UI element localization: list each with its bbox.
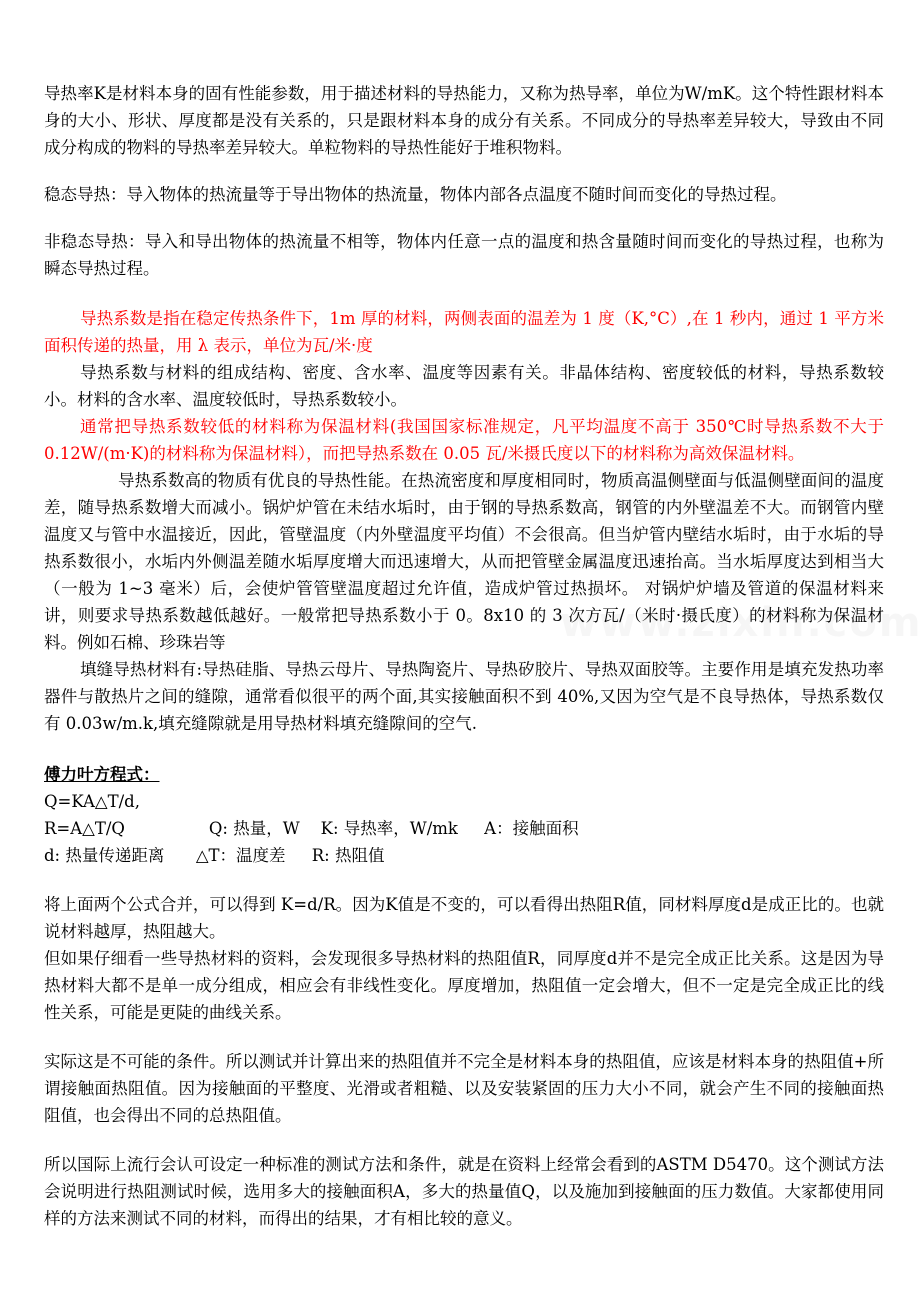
paragraph-influencing-factors: 导热系数与材料的组成结构、密度、含水率、温度等因素有关。非晶体结构、密度较低的材料，导热系数较小。材料的含水率、温度较低时，导热系数较小。 [44,363,884,409]
formula-q: Q=KA△T/d, [44,792,140,811]
paragraph-unsteady-conduction: 非稳态导热：导入和导出物体的热流量不相等，物体内任意一点的温度和热含量随时间而变化的导热过程，也称为瞬态导热过程。 [44,232,884,278]
watermark [560,600,920,646]
paragraph-combined-formula: 将上面两个公式合并，可以得到 K=d/R。因为K值是不变的，可以看得出热阻R值，同材料厚度d是成正比的。也就说材料越厚，热阻越大。 [44,895,884,941]
paragraph-boiler-scale: 导热系数高的物质有优良的导热性能。在热流密度和厚度相同时，物质高温侧壁面与低温侧壁面间的温度差，随导热系数增大而减小。锅炉炉管在未结水垢时，由于钢的导热系数高，钢管的内外壁温差不大。而钢管内壁温度又与管中水温接近，因此，管壁温度（内外壁温度平均值）不会很高。但当炉管内壁结水垢时，由于水垢的导热系数很小，水垢内外侧温差随水垢厚度增大而迅速增大，从而把管壁金属温度迅速抬高。当水垢厚度达到相当大（一般为 1~3 毫米）后，会使炉管管壁温度超过允许值，造成炉管过热损坏。 对锅炉炉墙及管道的保温材料来讲，则要求导热系数越低越好。一般常把导热系数小于 0。8x10 的 3 次方瓦/（米时·摄氏度）的材料称为保温材料。例如石棉、珍珠岩等 [44,471,884,652]
paragraph-astm-standard: 所以国际上流行会认可设定一种标准的测试方法和条件，就是在资料上经常会看到的ASTM D5470。这个测试方法会说明进行热阻测试时候，选用多大的接触面积A，多大的热量值Q，以及施加到接触面的压力数值。大家都使用同样的方法来测试不同的材料，而得出的结果，才有相比较的意义。 [44,1155,884,1228]
paragraph-contact-resistance: 实际这是不可能的条件。所以测试并计算出来的热阻值并不完全是材料本身的热阻值，应该是材料本身的热阻值+所谓接触面热阻值。因为接触面的平整度、光滑或者粗糙、以及安装紧固的压力大小不同，就会产生不同的接触面热阻值，也会得出不同的总热阻值。 [44,1052,884,1125]
paragraph-gap-filler: 填缝导热材料有:导热硅脂、导热云母片、导热陶瓷片、导热矽胶片、导热双面胶等。主要作用是填充发热功率器件与散热片之间的缝隙，通常看似很平的两个面,其实接触面积不到 40%,又因为空气是不良导热体，导热系数仅有 0.03w/m.k,填充缝隙就是用导热材料填充缝隙间的空气. [44,660,884,733]
section-heading-fourier: 傅力叶方程式： [44,765,160,784]
formula-legend: d: 热量传递距离 △T：温度差 R: 热阻值 [44,846,385,865]
formula-r: R=A△T/Q Q: 热量，W K: 导热率，W/mk A：接触面积 [44,819,579,838]
paragraph-steady-conduction: 稳态导热：导入物体的热流量等于导出物体的热流量，物体内部各点温度不随时间而变化的导热过程。 [44,185,787,204]
paragraph-insulation-standard: 通常把导热系数较低的材料称为保温材料(我国国家标准规定，凡平均温度不高于 350℃时导热系数不大于 0.12W/(m·K)的材料称为保温材料），而把导热系数在 0.05 瓦/米摄氏度以下的材料称为高效保温材料。 [44,417,884,463]
paragraph-nonlinear: 但如果仔细看一些导热材料的资料，会发现很多导热材料的热阻值R，同厚度d并不是完全成正比关系。这是因为导热材料大都不是单一成分组成，相应会有非线性变化。厚度增加，热阻值一定会增大，但不一定是完全成正比的线性关系，可能是更陡的曲线关系。 [44,949,884,1022]
paragraph-thermal-conductivity: 导热率K是材料本身的固有性能参数，用于描述材料的导热能力，又称为热导率，单位为W/mK。这个特性跟材料本身的大小、形状、厚度都是没有关系的，只是跟材料本身的成分有关系。不同成分的导热率差异较大，导致由不同成分构成的物料的导热率差异较大。单粒物料的导热性能好于堆积物料。 [44,84,884,157]
paragraph-conductivity-definition: 导热系数是指在稳定传热条件下，1m 厚的材料，两侧表面的温差为 1 度（K,°C）,在 1 秒内，通过 1 平方米面积传递的热量，用 λ 表示，单位为瓦/米·度 [44,309,884,355]
